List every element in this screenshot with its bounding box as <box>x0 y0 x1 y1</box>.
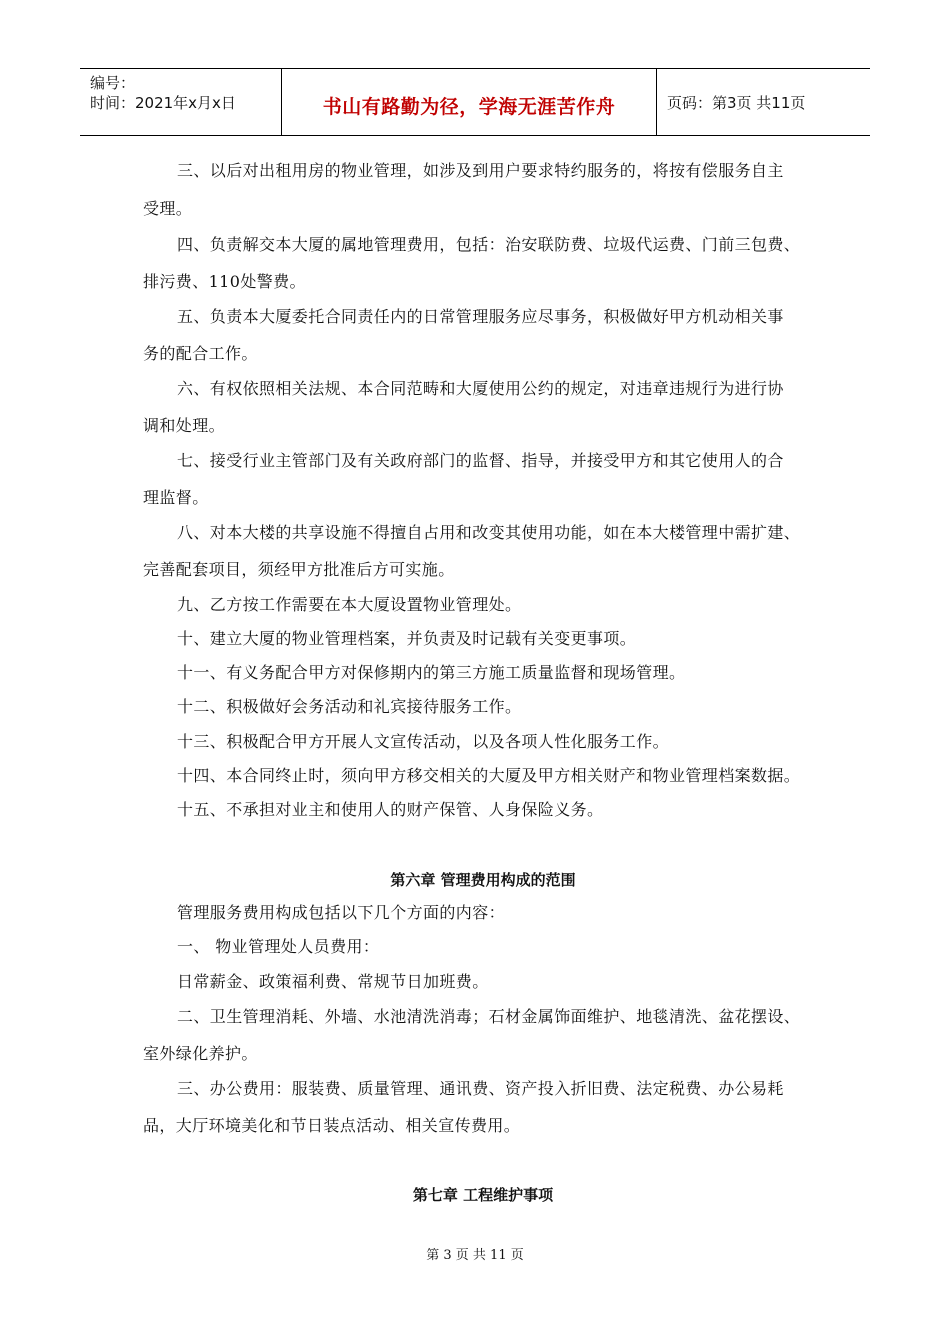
header-meta <box>80 69 282 135</box>
body-line: 十三、积极配合甲方开展人文宣传活动，以及各项人性化服务工作。 <box>177 732 670 751</box>
chapter-6-line: 三、办公费用：服装费、质量管理、通讯费、资产投入折旧费、法定税费、办公易耗 <box>177 1079 784 1098</box>
page-footer: 第 3 页 共 11 页 <box>426 1248 524 1263</box>
page-info-text: 页码：第3页 共11页 <box>667 93 806 112</box>
chapter-6-title: 第六章 管理费用构成的范围 <box>390 871 576 889</box>
body-line: 十一、有义务配合甲方对保修期内的第三方施工质量监督和现场管理。 <box>177 663 686 682</box>
body-line: 受理。 <box>143 199 193 218</box>
body-line: 十、建立大厦的物业管理档案，并负责及时记载有关变更事项。 <box>177 629 637 648</box>
chapter-6-line: 室外绿化养护。 <box>143 1044 258 1063</box>
body-line: 十五、不承担对业主和使用人的财产保管、人身保险义务。 <box>177 800 604 819</box>
body-line: 十四、本合同终止时，须向甲方移交相关的大厦及甲方相关财产和物业管理档案数据。 <box>177 766 801 785</box>
body-line: 理监督。 <box>143 488 209 507</box>
chapter-6-line: 品，大厅环境美化和节日装点活动、相关宣传费用。 <box>143 1116 521 1135</box>
page-header <box>80 68 870 136</box>
document-date: 时间：2021年x月x日 <box>90 94 236 112</box>
body-line: 四、负责解交本大厦的属地管理费用，包括：治安联防费、垃圾代运费、门前三包费、 <box>177 235 801 254</box>
chapter-6-line: 一、 物业管理处人员费用： <box>177 937 380 956</box>
body-line: 五、负责本大厦委托合同责任内的日常管理服务应尽事务，积极做好甲方机动相关事 <box>177 307 784 326</box>
body-line: 九、乙方按工作需要在本大厦设置物业管理处。 <box>177 595 522 614</box>
body-line: 完善配套项目，须经甲方批准后方可实施。 <box>143 560 455 579</box>
body-line: 六、有权依照相关法规、本合同范畴和大厦使用公约的规定，对违章违规行为进行协 <box>177 379 784 398</box>
body-line: 十二、积极做好会务活动和礼宾接待服务工作。 <box>177 697 522 716</box>
chapter-6-line: 二、卫生管理消耗、外墙、水池清洗消毒；石材金属饰面维护、地毯清洗、盆花摆设、 <box>177 1007 801 1026</box>
body-line: 八、对本大楼的共享设施不得擅自占用和改变其使用功能，如在本大楼管理中需扩建、 <box>177 523 801 542</box>
body-line: 调和处理。 <box>143 416 226 435</box>
chapter-7-title: 第七章 工程维护事项 <box>412 1186 554 1204</box>
body-line: 七、接受行业主管部门及有关政府部门的监督、指导，并接受甲方和其它使用人的合 <box>177 451 784 470</box>
header-motto-cell <box>282 69 657 135</box>
body-line: 三、以后对出租用房的物业管理，如涉及到用户要求特约服务的，将按有偿服务自主 <box>177 161 784 180</box>
header-page-info <box>657 69 870 135</box>
chapter-6-line: 日常薪金、政策福利费、常规节日加班费。 <box>177 972 489 991</box>
body-line: 排污费、110处警费。 <box>143 272 306 291</box>
document-number: 编号： <box>90 74 136 92</box>
body-line: 务的配合工作。 <box>143 344 258 363</box>
header-motto: 书山有路勤为径，学海无涯苦作舟 <box>322 95 616 118</box>
chapter-6-line: 管理服务费用构成包括以下几个方面的内容： <box>177 903 506 922</box>
